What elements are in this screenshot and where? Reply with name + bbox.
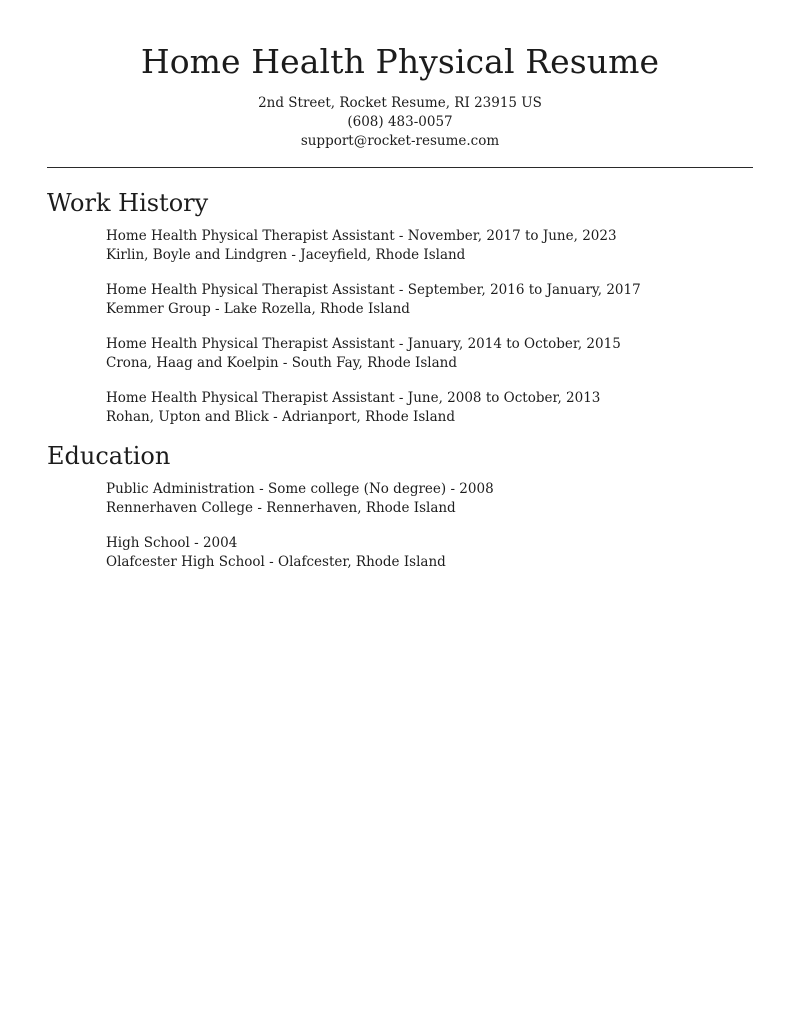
job-dates: June, 2008 to October, 2013 (407, 390, 601, 406)
education-location: Rennerhaven, Rhode Island (266, 500, 456, 516)
education-location: Olafcester, Rhode Island (278, 554, 446, 570)
job-company: Rohan, Upton and Blick (106, 409, 269, 425)
job-dates: September, 2016 to January, 2017 (407, 282, 641, 298)
job-position: Home Health Physical Therapist Assistant (106, 282, 395, 298)
header-divider (47, 167, 753, 168)
job-position: Home Health Physical Therapist Assistant (106, 336, 395, 352)
job-position: Home Health Physical Therapist Assistant (106, 228, 395, 244)
job-location: Jaceyfield, Rhode Island (300, 247, 466, 263)
education-list (47, 480, 753, 572)
phone: (608) 483-0057 (347, 114, 453, 130)
education-school: Rennerhaven College (106, 500, 254, 516)
work-entry: Home Health Physical Therapist Assistant - June, 2008 to October, 2013 Rohan, Upton and Blick - Adrianport, Rhode Island (106, 390, 601, 425)
education-school: Olafcester High School (106, 554, 265, 570)
job-location: Lake Rozella, Rhode Island (223, 301, 410, 317)
job-dates: November, 2017 to June, 2023 (407, 228, 617, 244)
resume-name: Home Health Physical Resume (140, 42, 660, 81)
work-entry: Home Health Physical Therapist Assistant - January, 2014 to October, 2015 Crona, Haag and Koelpin - South Fay, Rhode Island (106, 336, 621, 371)
education-heading: Education (47, 442, 171, 470)
education-degree: High School - 2004 (106, 535, 238, 551)
job-location: South Fay, Rhode Island (291, 355, 457, 371)
job-company: Kirlin, Boyle and Lindgren (106, 247, 288, 263)
work-entry: Home Health Physical Therapist Assistant - November, 2017 to June, 2023 Kirlin, Boyle and Lindgren - Jaceyfield, Rhode Island (106, 228, 617, 263)
job-position: Home Health Physical Therapist Assistant (106, 390, 395, 406)
work-history-list (47, 227, 753, 427)
education-entry: High School - 2004 Olafcester High School - Olafcester, Rhode Island (106, 534, 753, 572)
address: 2nd Street, Rocket Resume, RI 23915 US (258, 95, 542, 111)
job-location: Adrianport, Rhode Island (282, 409, 456, 425)
email: support@rocket-resume.com (300, 133, 500, 149)
job-company: Crona, Haag and Koelpin (106, 355, 279, 371)
resume-header (47, 0, 753, 151)
education-entry: Public Administration - Some college (No degree) - 2008 Rennerhaven College - Rennerhaven, Rhode Island (106, 480, 753, 518)
work-entry: Home Health Physical Therapist Assistant - September, 2016 to January, 2017 Kemmer Group - Lake Rozella, Rhode Island (106, 282, 641, 317)
job-company: Kemmer Group (106, 301, 211, 317)
contact-info (47, 94, 753, 151)
education-degree: Public Administration - Some college (No degree) - 2008 (106, 481, 494, 497)
work-history-heading: Work History (47, 189, 209, 217)
job-dates: January, 2014 to October, 2015 (407, 336, 621, 352)
